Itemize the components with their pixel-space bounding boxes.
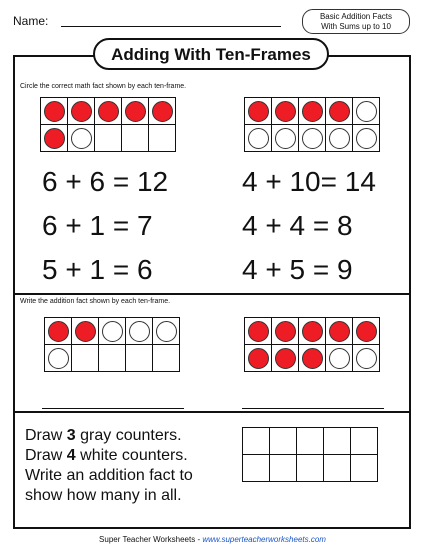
- ten-frame-cell: [99, 345, 126, 372]
- red-counter: [44, 128, 65, 149]
- red-counter: [98, 101, 119, 122]
- ten-frame-cell: [299, 98, 326, 125]
- white-counter: [275, 128, 296, 149]
- red-counter: [75, 321, 96, 342]
- name-write-line[interactable]: [61, 26, 281, 27]
- ten-frame-cell: [126, 345, 153, 372]
- section-2-instruction: Write the addition fact shown by each ten-frame.: [20, 298, 171, 305]
- ten-frame-cell: [245, 125, 272, 152]
- ten-frame-cell: [272, 98, 299, 125]
- footer-link[interactable]: www.superteacherworksheets.com: [202, 535, 326, 544]
- white-counter: [48, 348, 69, 369]
- ten-frame-cell: [45, 345, 72, 372]
- badge-line-2: With Sums up to 10: [321, 22, 391, 31]
- name-row: [13, 14, 283, 34]
- ten-frame-cell: [324, 428, 351, 455]
- red-counter: [48, 321, 69, 342]
- name-label: Name:: [13, 14, 49, 28]
- answer-line[interactable]: [42, 408, 184, 409]
- ten-frame-cell: [243, 428, 270, 455]
- math-fact-choice[interactable]: 4 + 4 = 8: [242, 210, 353, 241]
- ten-frame-cell: [68, 125, 95, 152]
- ten-frame-cell: [270, 455, 297, 482]
- math-fact-choice[interactable]: 6 + 1 = 7: [42, 210, 153, 241]
- ten-frame-cell: [41, 98, 68, 125]
- ten-frame-cell: [243, 455, 270, 482]
- badge-line-1: Basic Addition Facts: [319, 12, 393, 21]
- ten-frame-cell: [270, 428, 297, 455]
- red-counter: [275, 348, 296, 369]
- drawing-instructions: [25, 426, 193, 506]
- white-counter: [329, 348, 350, 369]
- topic-badge: [302, 9, 410, 34]
- math-fact-choice[interactable]: 4 + 10= 14: [242, 166, 376, 197]
- empty-ten-frame[interactable]: [242, 427, 378, 482]
- red-counter: [356, 321, 377, 342]
- ten-frame-cell: [351, 455, 378, 482]
- white-counter: [102, 321, 123, 342]
- red-counter: [152, 101, 173, 122]
- ten-frame-cell: [297, 428, 324, 455]
- red-counter: [248, 321, 269, 342]
- ten-frame-cell: [245, 345, 272, 372]
- ten-frame-cell: [72, 318, 99, 345]
- ten-frame: [44, 317, 180, 372]
- red-counter: [44, 101, 65, 122]
- instruction-line-3: Write an addition fact to: [25, 467, 193, 484]
- ten-frame-cell: [272, 318, 299, 345]
- ten-frame: [244, 97, 380, 152]
- ten-frame-cell: [299, 345, 326, 372]
- math-fact-choice[interactable]: 4 + 5 = 9: [242, 254, 353, 285]
- ten-frame-cell: [153, 345, 180, 372]
- ten-frame-cell: [149, 125, 176, 152]
- ten-frame-cell: [297, 455, 324, 482]
- ten-frame-cell: [326, 125, 353, 152]
- white-counter: [329, 128, 350, 149]
- answer-line[interactable]: [242, 408, 384, 409]
- footer-label: Super Teacher Worksheets -: [99, 535, 203, 544]
- instruction-line-1: Draw 3 gray counters.: [25, 427, 182, 444]
- ten-frame-cell: [272, 125, 299, 152]
- white-counter: [156, 321, 177, 342]
- ten-frame-cell: [326, 98, 353, 125]
- ten-frame-cell: [153, 318, 180, 345]
- red-counter: [329, 321, 350, 342]
- ten-frame-cell: [245, 318, 272, 345]
- ten-frame-cell: [299, 318, 326, 345]
- section-1-instruction: Circle the correct math fact shown by each ten-frame.: [20, 83, 187, 90]
- red-counter: [248, 101, 269, 122]
- ten-frame-cell: [353, 318, 380, 345]
- ten-frame-cell: [353, 125, 380, 152]
- ten-frame-cell: [299, 125, 326, 152]
- ten-frame-cell: [126, 318, 153, 345]
- red-counter: [302, 101, 323, 122]
- gray-count: 3: [66, 427, 76, 444]
- ten-frame-cell: [68, 98, 95, 125]
- white-counter: [356, 128, 377, 149]
- ten-frame-cell: [122, 125, 149, 152]
- ten-frame-cell: [245, 98, 272, 125]
- ten-frame-cell: [326, 318, 353, 345]
- white-counter: [356, 101, 377, 122]
- red-counter: [275, 321, 296, 342]
- footer: [0, 535, 425, 544]
- ten-frame-cell: [41, 125, 68, 152]
- ten-frame-cell: [45, 318, 72, 345]
- white-counter: [302, 128, 323, 149]
- red-counter: [275, 101, 296, 122]
- ten-frame-cell: [99, 318, 126, 345]
- white-counter: [356, 348, 377, 369]
- red-counter: [302, 348, 323, 369]
- ten-frame-cell: [95, 98, 122, 125]
- math-fact-choice[interactable]: 6 + 6 = 12: [42, 166, 169, 197]
- ten-frame-cell: [324, 455, 351, 482]
- white-counter: [129, 321, 150, 342]
- ten-frame-cell: [95, 125, 122, 152]
- white-counter: [248, 128, 269, 149]
- instruction-line-4: show how many in all.: [25, 487, 182, 504]
- page-title: Adding With Ten-Frames: [93, 38, 329, 70]
- ten-frame-cell: [353, 345, 380, 372]
- red-counter: [248, 348, 269, 369]
- ten-frame-cell: [72, 345, 99, 372]
- red-counter: [125, 101, 146, 122]
- ten-frame: [40, 97, 176, 152]
- red-counter: [302, 321, 323, 342]
- ten-frame-cell: [353, 98, 380, 125]
- instruction-line-2: Draw 4 white counters.: [25, 447, 188, 464]
- ten-frame-cell: [272, 345, 299, 372]
- red-counter: [329, 101, 350, 122]
- ten-frame: [244, 317, 380, 372]
- ten-frame-cell: [326, 345, 353, 372]
- ten-frame-cell: [122, 98, 149, 125]
- red-counter: [71, 101, 92, 122]
- ten-frame-cell: [351, 428, 378, 455]
- white-count: 4: [66, 447, 76, 464]
- math-fact-choice[interactable]: 5 + 1 = 6: [42, 254, 153, 285]
- white-counter: [71, 128, 92, 149]
- ten-frame-cell: [149, 98, 176, 125]
